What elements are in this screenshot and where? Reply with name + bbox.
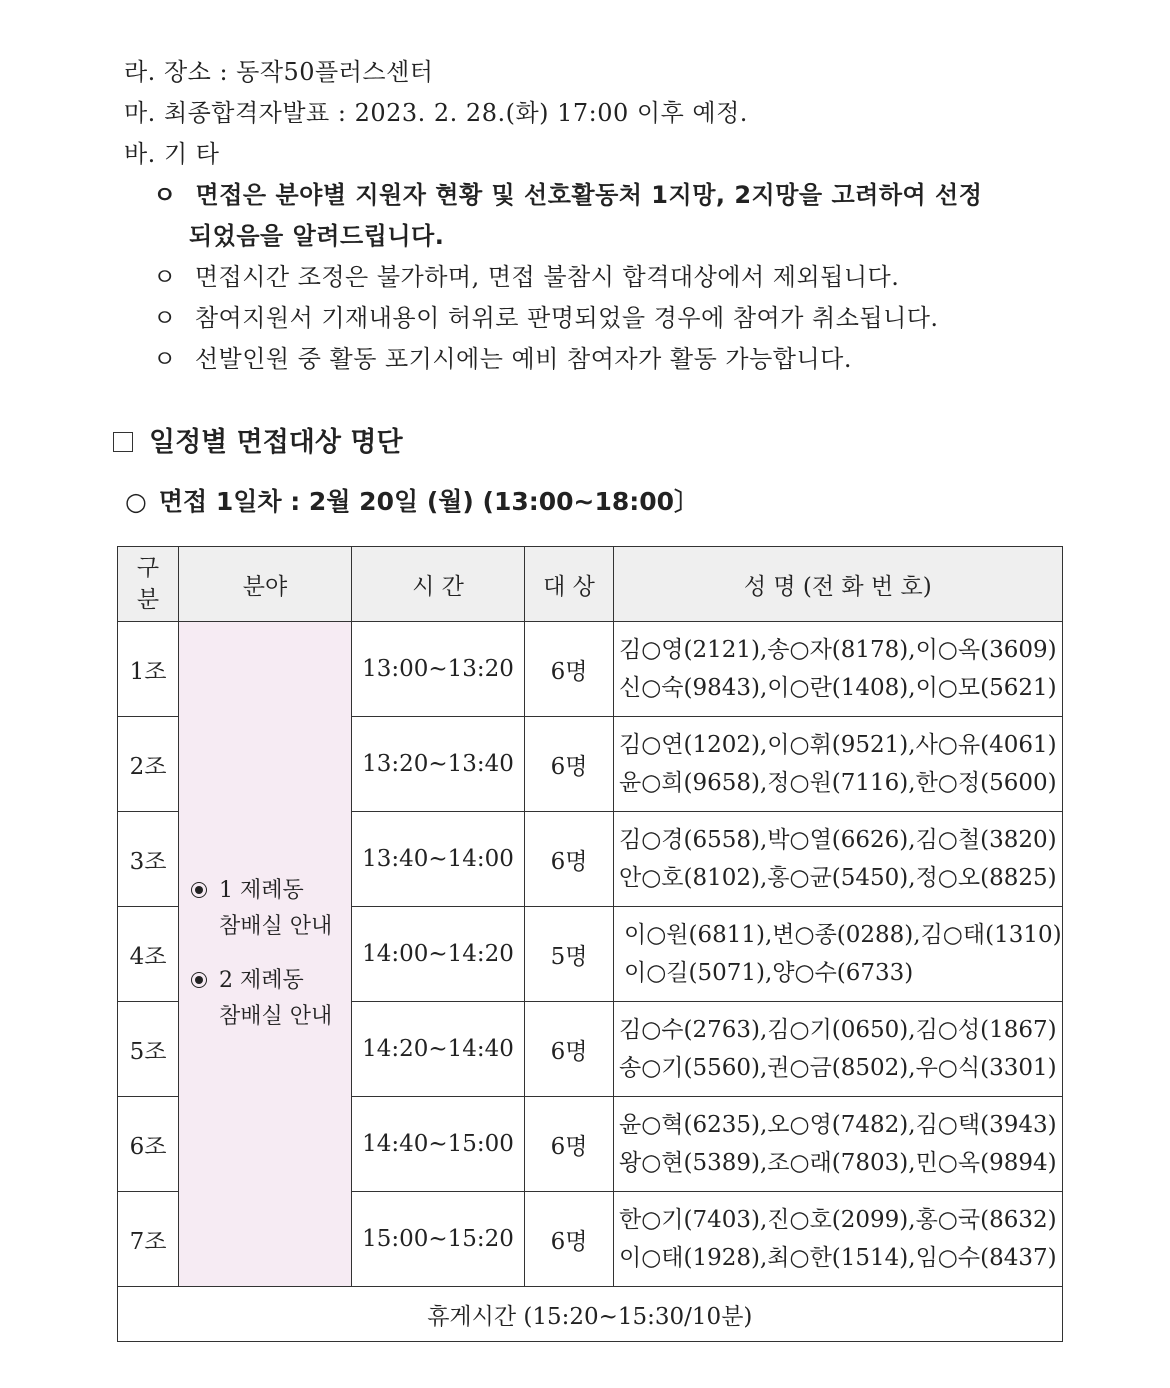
names-line: 이○태(1928),최○한(1514),임○수(8437) [619, 1245, 1057, 1271]
names-cell [614, 812, 1063, 907]
group-cell: 7조 [118, 1192, 179, 1287]
names-line: 이○원(6811),변○종(0288),김○태(1310) [624, 922, 1062, 948]
interview-schedule-table [117, 546, 1063, 1342]
names-line: 한○기(7403),진○호(2099),홍○국(8632) [619, 1207, 1057, 1233]
names-cell [614, 1097, 1063, 1192]
names-line: 김○수(2763),김○기(0650),김○성(1867) [619, 1017, 1057, 1043]
time-cell: 14:00∼14:20 [352, 907, 525, 1002]
field-item [179, 873, 351, 945]
time-cell: 13:00∼13:20 [352, 622, 525, 717]
break-time-cell: 휴게시간 (15:20~15:30/10분) [118, 1287, 1063, 1342]
names-line: 안○호(8102),홍○균(5450),정○오(8825) [619, 865, 1057, 891]
names-cell [614, 717, 1063, 812]
group-cell: 4조 [118, 907, 179, 1002]
group-cell: 2조 [118, 717, 179, 812]
note-item-2 [153, 298, 939, 333]
names-cell [614, 1192, 1063, 1287]
note-item-3 [153, 339, 852, 374]
count-cell: 6명 [525, 717, 614, 812]
field-item-num: 1 제례동 [219, 878, 304, 903]
count-cell: 6명 [525, 1002, 614, 1097]
radio-selected-icon [191, 972, 207, 988]
names-cell [614, 907, 1063, 1002]
break-row [118, 1287, 1063, 1342]
note-item-text: 면접시간 조정은 불가하며, 면접 불참시 합격대상에서 제외됩니다. [194, 263, 900, 291]
group-cell: 6조 [118, 1097, 179, 1192]
info-location: 라. 장소 : 동작50플러스센터 [124, 58, 434, 86]
field-cell [179, 622, 352, 1287]
schedule-title-text: 면접 1일차 : 2월 20일 (월) (13:00∼18:00〕 [158, 487, 700, 516]
names-line: 왕○현(5389),조○래(7803),민○옥(9894) [619, 1150, 1057, 1176]
field-item [179, 963, 351, 1035]
info-etc-heading: 바. 기 타 [124, 140, 220, 168]
field-item-num: 2 제례동 [219, 968, 304, 993]
names-line: 김○영(2121),송○자(8178),이○옥(3609) [619, 637, 1057, 663]
group-cell: 1조 [118, 622, 179, 717]
note-item-text: 선발인원 중 활동 포기시에는 예비 참여자가 활동 가능합니다. [194, 345, 852, 373]
names-line: 신○숙(9843),이○란(1408),이○모(5621) [619, 675, 1057, 701]
note-bold-text-1: 면접은 분야별 지원자 현황 및 선호활동처 1지망, 2지망을 고려하여 선정 [195, 181, 983, 209]
note-bold-2: 되었음을 알려드립니다. [189, 222, 445, 250]
circle-bullet-icon: ○ [125, 487, 147, 516]
bullet: ㅇ [153, 304, 177, 332]
count-cell: 6명 [525, 622, 614, 717]
names-line: 송○기(5560),권○금(8502),우○식(3301) [619, 1055, 1057, 1081]
table-header-row [118, 547, 1063, 622]
bullet: ㅇ [153, 263, 177, 291]
bullet: ㅇ [153, 181, 177, 209]
count-cell: 6명 [525, 1097, 614, 1192]
section-title-text: 일정별 면접대상 명단 [149, 427, 403, 458]
time-cell: 15:00∼15:20 [352, 1192, 525, 1287]
field-item-desc: 참배실 안내 [219, 1004, 333, 1029]
checkbox-square-icon [113, 432, 133, 452]
header-time: 시 간 [352, 547, 525, 622]
time-cell: 14:20∼14:40 [352, 1002, 525, 1097]
count-cell: 6명 [525, 812, 614, 907]
group-cell: 5조 [118, 1002, 179, 1097]
time-cell: 13:20∼13:40 [352, 717, 525, 812]
names-line: 윤○희(9658),정○원(7116),한○정(5600) [619, 770, 1057, 796]
schedule-title [125, 482, 699, 518]
header-group [118, 547, 179, 622]
count-cell: 5명 [525, 907, 614, 1002]
names-cell [614, 622, 1063, 717]
time-cell: 13:40∼14:00 [352, 812, 525, 907]
info-announcement: 마. 최종합격자발표 : 2023. 2. 28.(화) 17:00 이후 예정. [124, 99, 748, 127]
field-item-desc: 참배실 안내 [219, 914, 333, 939]
time-cell: 14:40∼15:00 [352, 1097, 525, 1192]
names-line: 윤○혁(6235),오○영(7482),김○택(3943) [619, 1112, 1057, 1138]
note-item-1 [153, 257, 899, 292]
section-title [113, 420, 403, 459]
header-names: 성 명 (전 화 번 호) [614, 547, 1063, 622]
group-cell: 3조 [118, 812, 179, 907]
header-field: 분야 [179, 547, 352, 622]
note-bold-1 [153, 175, 982, 210]
bullet: ㅇ [153, 345, 177, 373]
header-group-line2: 분 [136, 587, 160, 613]
names-line: 이○길(5071),양○수(6733) [624, 960, 914, 986]
header-count: 대 상 [525, 547, 614, 622]
radio-selected-icon [191, 882, 207, 898]
names-line: 김○연(1202),이○휘(9521),사○유(4061) [619, 732, 1057, 758]
count-cell: 6명 [525, 1192, 614, 1287]
note-item-text: 참여지원서 기재내용이 허위로 판명되었을 경우에 참여가 취소됩니다. [194, 304, 939, 332]
names-cell [614, 1002, 1063, 1097]
table-row [118, 622, 1063, 717]
names-line: 김○경(6558),박○열(6626),김○철(3820) [619, 827, 1057, 853]
header-group-line1: 구 [136, 555, 160, 581]
